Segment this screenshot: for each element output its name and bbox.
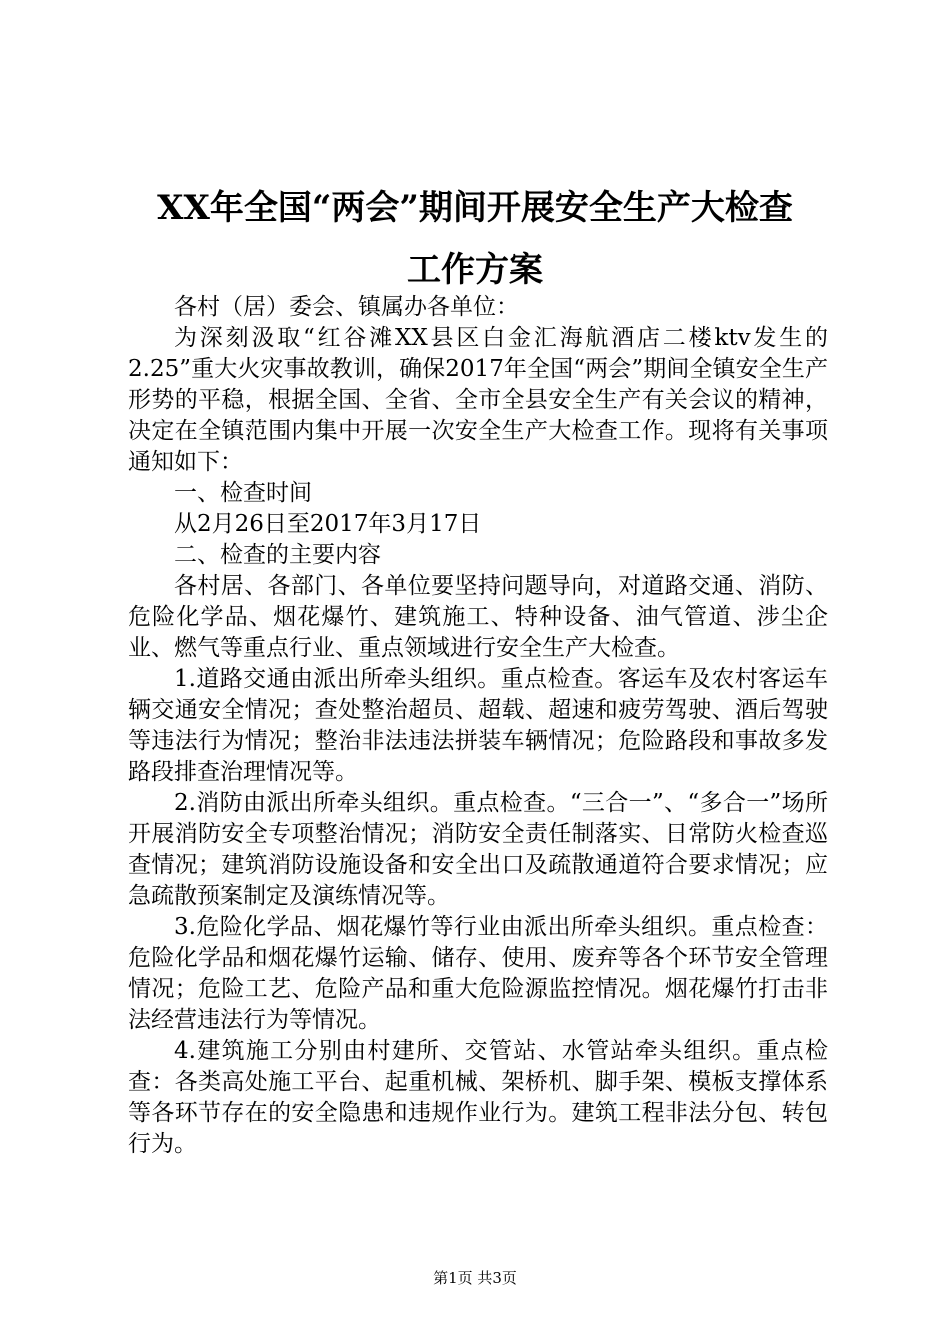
section-heading-content: 二、检查的主要内容 [174,542,381,568]
paragraph-time: 从2月26日至2017年3月17日 [174,511,482,537]
paragraph-item-3: 3.危险化学品、烟花爆竹等行业由派出所牵头组织。重点检查：危险化学品和烟花爆竹运输、储存、使用、废弃等各个环节安全管理情况；危险工艺、危险产品和重大危险源监控情况。烟花爆竹打击非法经营违法行为等情况。 [128,914,828,1033]
page-footer: 第1页 共3页 [433,1269,517,1287]
paragraph-item-2: 2.消防由派出所牵头组织。重点检查。“三合一”、“多合一”场所开展消防安全专项整治情况；消防安全责任制落实、日常防火检查巡查情况；建筑消防设施设备和安全出口及疏散通道符合要求情况；应急疏散预案制定及演练情况等。 [128,790,828,909]
paragraph-intro: 为深刻汲取“红谷滩XX县区白金汇海航酒店二楼ktv发生的2.25”重大火灾事故教训，确保2017年全国“两会”期间全镇安全生产形势的平稳，根据全国、全省、全市全县安全生产有关会议的精神，决定在全镇范围内集中开展一次安全生产大检查工作。现将有关事项通知如下： [128,325,828,475]
document-title-line-1: XX年全国“两会”期间开展安全生产大检查 [157,188,793,228]
section-heading-time: 一、检查时间 [174,480,312,506]
paragraph-item-1: 1.道路交通由派出所牵头组织。重点检查。客运车及农村客运车辆交通安全情况；查处整治超员、超载、超速和疲劳驾驶、酒后驾驶等违法行为情况；整治非法违法拼装车辆情况；危险路段和事故多发路段排查治理情况等。 [128,666,828,785]
document-body [128,292,828,1160]
paragraph-content: 各村居、各部门、各单位要坚持问题导向，对道路交通、消防、危险化学品、烟花爆竹、建筑施工、特种设备、油气管道、涉尘企业、燃气等重点行业、重点领域进行安全生产大检查。 [128,573,828,661]
document-title-line-2: 工作方案 [407,250,543,290]
salutation: 各村（居）委会、镇属办各单位： [174,294,519,320]
paragraph-item-4: 4.建筑施工分别由村建所、交管站、水管站牵头组织。重点检查：各类高处施工平台、起重机械、架桥机、脚手架、模板支撑体系等各环节存在的安全隐患和违规作业行为。建筑工程非法分包、转包行为。 [128,1038,828,1157]
